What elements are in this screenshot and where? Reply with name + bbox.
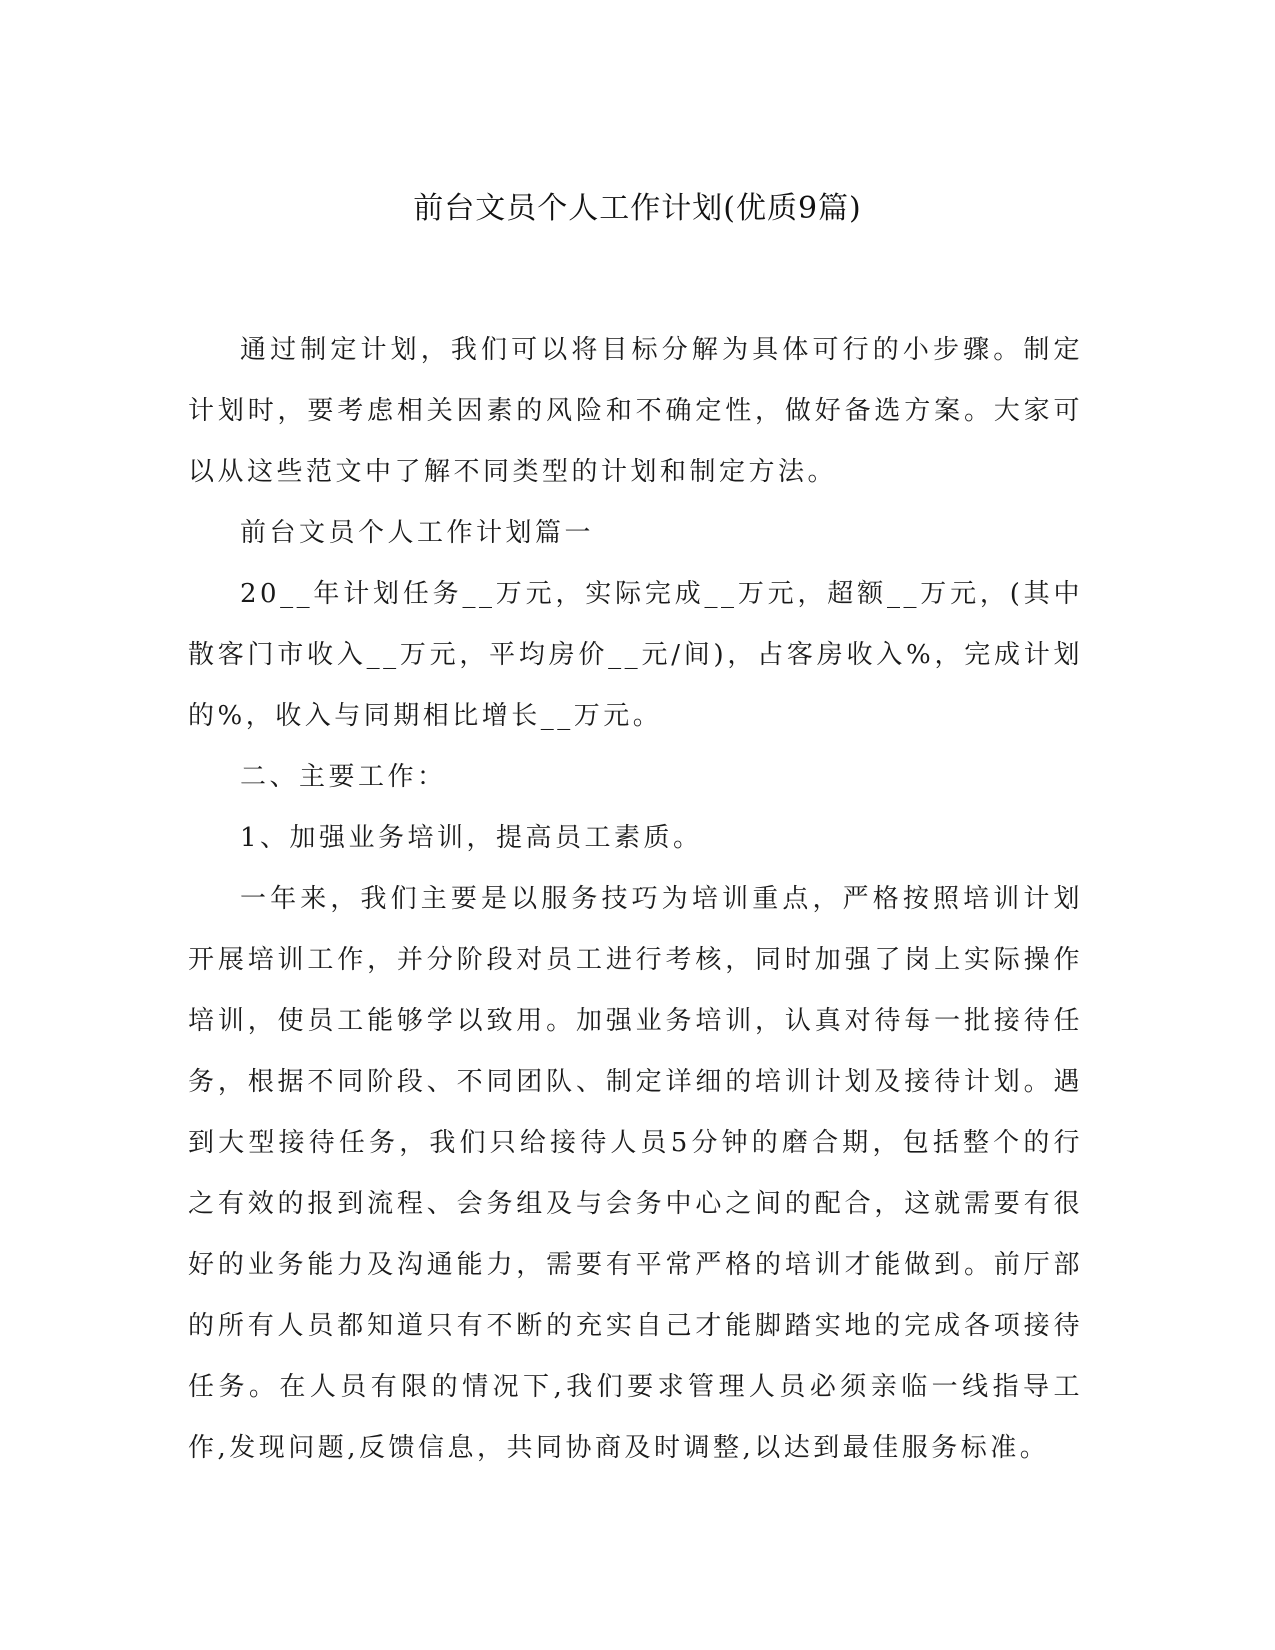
document-body [188,320,1083,1479]
section-heading-part-one: 前台文员个人工作计划篇一 [240,518,595,548]
training-paragraph: 一年来，我们主要是以服务技巧为培训重点，严格按照培训计划开展培训工作，并分阶段对员工进行考核，同时加强了岗上实际操作培训，使员工能够学以致用。加强业务培训，认真对待每一批接待任务，根据不同阶段、不同团队、制定详细的培训计划及接待计划。遇到大型接待任务，我们只给接待人员5分钟的磨合期，包括整个的行之有效的报到流程、会务组及与会务中心之间的配合，这就需要有很好的业务能力及沟通能力，需要有平常严格的培训才能做到。前厅部的所有人员都知道只有不断的充实自己才能脚踏实地的完成各项接待任务。在人员有限的情况下,我们要求管理人员必须亲临一线指导工作,发现问题,反馈信息，共同协商及时调整,以达到最佳服务标准。 [188,884,1083,1463]
plan-figures-paragraph: 20__年计划任务__万元，实际完成__万元，超额__万元，(其中散客门市收入__万元，平均房价__元/间)，占客房收入%，完成计划的%，收入与同期相比增长__万元。 [188,579,1083,731]
document-title: 前台文员个人工作计划(优质9篇) [413,191,862,226]
main-work-heading: 二、主要工作： [240,762,447,792]
item-one-heading: 1、加强业务培训，提高员工素质。 [240,823,703,853]
intro-paragraph: 通过制定计划，我们可以将目标分解为具体可行的小步骤。制定计划时，要考虑相关因素的风险和不确定性，做好备选方案。大家可以从这些范文中了解不同类型的计划和制定方法。 [188,335,1083,487]
